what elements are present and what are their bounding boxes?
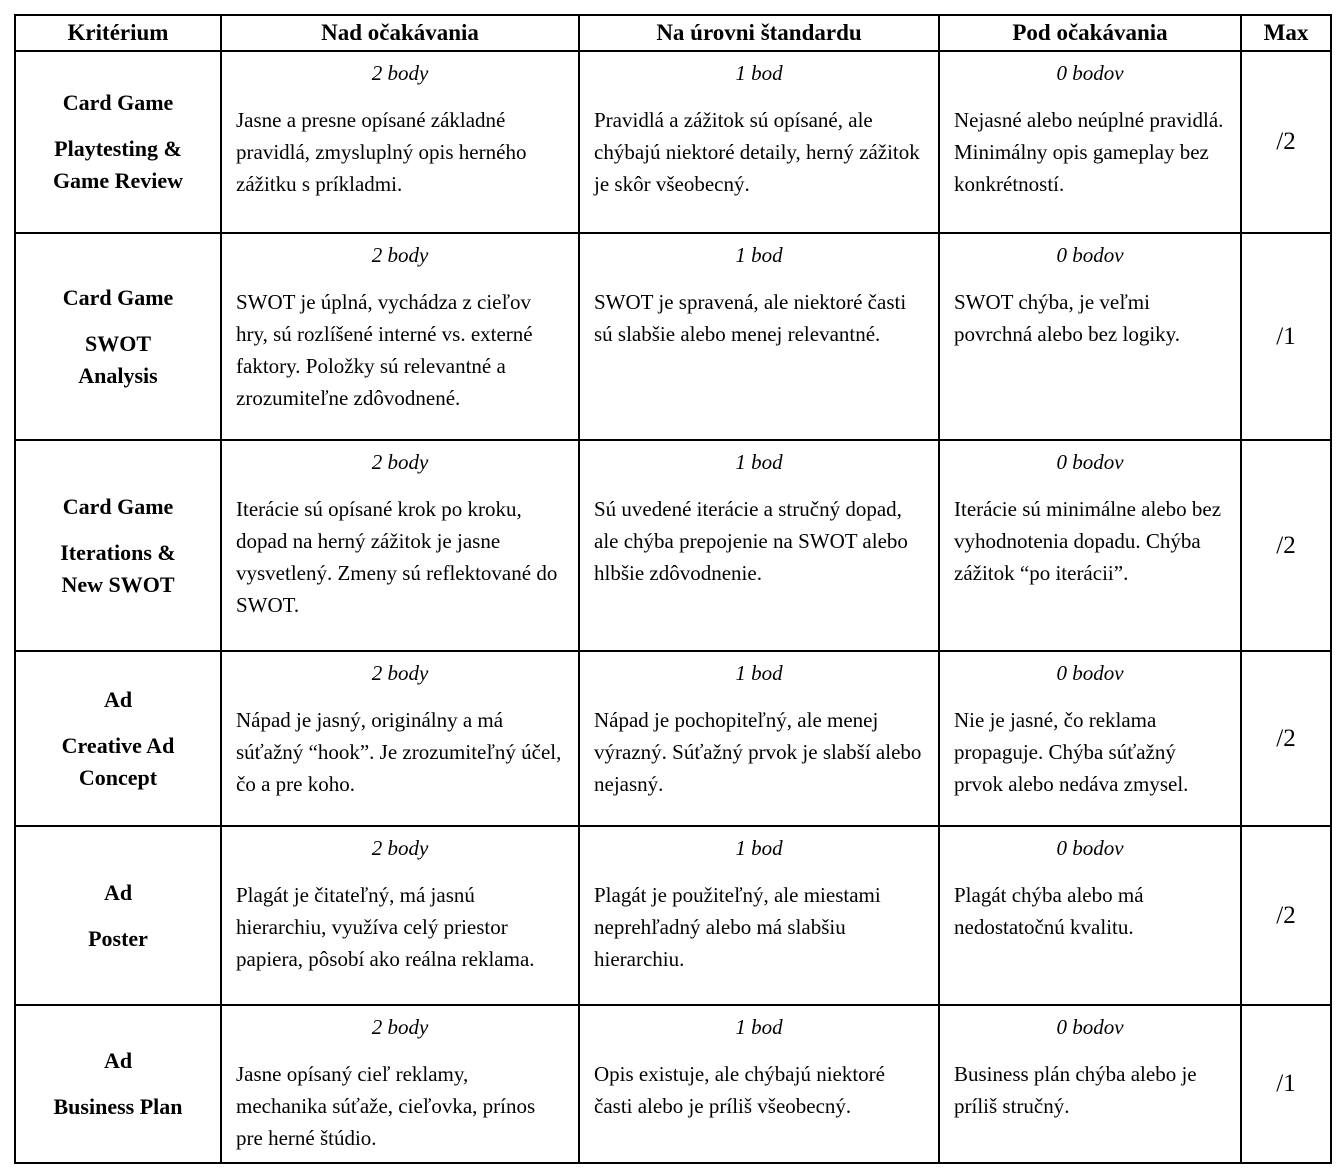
level-description: Jasne opísaný cieľ reklamy, mechanika súťaže, cieľovka, prínos pre herné štúdio. <box>236 1062 536 1150</box>
level-description: SWOT je spravená, ale niektoré časti sú slabšie alebo menej relevantné. <box>594 290 907 346</box>
points-label: 1 bod <box>735 61 783 85</box>
standard-level-cell <box>579 440 939 651</box>
rubric-body <box>15 51 1331 1163</box>
points-label: 0 bodov <box>1056 450 1124 474</box>
level-description: Nápad je pochopiteľný, ale menej výrazný. Súťažný prvok je slabší alebo nejasný. <box>594 708 922 796</box>
level-description: Sú uvedené iterácie a stručný dopad, ale chýba prepojenie na SWOT alebo hlbšie zdôvodnenie. <box>594 497 908 585</box>
standard-level-cell <box>579 651 939 826</box>
header-max: Max <box>1241 15 1331 51</box>
level-description: Nie je jasné, čo reklama propaguje. Chýba súťažný prvok alebo nedáva zmysel. <box>954 708 1189 796</box>
standard-level-cell <box>579 826 939 1005</box>
criterion-subtitle: SWOT Analysis <box>78 330 158 388</box>
above-expectations-cell <box>221 1005 579 1163</box>
level-description: Plagát chýba alebo má nedostatočnú kvalitu. <box>954 883 1144 939</box>
max-points-cell: /2 <box>1241 651 1331 826</box>
header-above-expectations: Nad očakávania <box>221 15 579 51</box>
points-label: 2 body <box>371 836 429 860</box>
table-row <box>15 1005 1331 1163</box>
criterion-cell <box>15 826 221 1005</box>
criterion-category: Card Game <box>62 493 174 519</box>
header-row <box>15 15 1331 51</box>
points-label: 0 bodov <box>1056 661 1124 685</box>
level-description: Nápad je jasný, originálny a má súťažný “hook”. Je zrozumiteľný účel, čo a pre koho. <box>236 708 562 796</box>
points-label: 1 bod <box>735 836 783 860</box>
table-row <box>15 651 1331 826</box>
criterion-cell <box>15 651 221 826</box>
criterion-subtitle: Business Plan <box>53 1094 183 1119</box>
max-points-cell: /2 <box>1241 440 1331 651</box>
criterion-subtitle: Iterations & New SWOT <box>60 539 176 597</box>
level-description: Iterácie sú opísané krok po kroku, dopad na herný zážitok je jasne vysvetlený. Zmeny sú reflektované do SWOT. <box>236 497 558 617</box>
grading-rubric-table <box>14 14 1332 1164</box>
level-description: Plagát je čitateľný, má jasnú hierarchiu, využíva celý priestor papiera, pôsobí ako reálna reklama. <box>236 883 535 971</box>
below-expectations-cell <box>939 233 1241 440</box>
below-expectations-cell <box>939 651 1241 826</box>
criterion-cell <box>15 1005 221 1163</box>
level-description: SWOT chýba, je veľmi povrchná alebo bez logiky. <box>954 290 1181 346</box>
level-description: Opis existuje, ale chýbajú niektoré časti alebo je príliš všeobecný. <box>594 1062 885 1118</box>
level-description: SWOT je úplná, vychádza z cieľov hry, sú rozlíšené interné vs. externé faktory. Položky sú relevantné a zrozumiteľne zdôvodnené. <box>236 290 533 410</box>
table-header <box>15 15 1331 51</box>
level-description: Pravidlá a zážitok sú opísané, ale chýbajú niektoré detaily, herný zážitok je skôr všeobecný. <box>594 108 920 196</box>
criterion-cell <box>15 440 221 651</box>
points-label: 2 body <box>371 61 429 85</box>
criterion-category: Card Game <box>62 90 174 115</box>
points-label: 0 bodov <box>1056 243 1124 267</box>
max-points-cell: /2 <box>1241 51 1331 233</box>
criterion-category: Ad <box>103 686 133 712</box>
points-label: 0 bodov <box>1056 1015 1124 1039</box>
above-expectations-cell <box>221 233 579 440</box>
below-expectations-cell <box>939 440 1241 651</box>
criterion-cell <box>15 51 221 233</box>
points-label: 0 bodov <box>1056 836 1124 860</box>
level-description: Jasne a presne opísané základné pravidlá, zmysluplný opis herného zážitku s príkladmi. <box>236 108 527 196</box>
criterion-subtitle: Playtesting & Game Review <box>52 136 184 193</box>
level-description: Nejasné alebo neúplné pravidlá. Minimálny opis gameplay bez konkrétností. <box>954 108 1224 196</box>
points-label: 2 body <box>371 1015 429 1039</box>
above-expectations-cell <box>221 651 579 826</box>
points-label: 0 bodov <box>1056 61 1124 85</box>
level-description: Iterácie sú minimálne alebo bez vyhodnotenia dopadu. Chýba zážitok “po iterácii”. <box>954 497 1222 585</box>
points-label: 1 bod <box>735 450 783 474</box>
criterion-category: Ad <box>103 1048 133 1073</box>
table-row <box>15 51 1331 233</box>
criterion-category: Ad <box>103 879 133 905</box>
points-label: 1 bod <box>735 243 783 267</box>
points-label: 2 body <box>371 243 429 267</box>
below-expectations-cell <box>939 1005 1241 1163</box>
points-label: 1 bod <box>735 1015 783 1039</box>
criterion-category: Card Game <box>62 284 174 310</box>
points-label: 2 body <box>371 450 429 474</box>
table-row <box>15 233 1331 440</box>
above-expectations-cell <box>221 51 579 233</box>
standard-level-cell <box>579 51 939 233</box>
table-row <box>15 440 1331 651</box>
level-description: Business plán chýba alebo je príliš stručný. <box>954 1062 1197 1118</box>
header-criterion: Kritérium <box>15 15 221 51</box>
header-standard-level: Na úrovni štandardu <box>579 15 939 51</box>
points-label: 2 body <box>371 661 429 685</box>
standard-level-cell <box>579 233 939 440</box>
max-points-cell: /1 <box>1241 233 1331 440</box>
max-points-cell: /1 <box>1241 1005 1331 1163</box>
above-expectations-cell <box>221 440 579 651</box>
table-row <box>15 826 1331 1005</box>
below-expectations-cell <box>939 51 1241 233</box>
criterion-cell <box>15 233 221 440</box>
level-description: Plagát je použiteľný, ale miestami neprehľadný alebo má slabšiu hierarchiu. <box>594 883 881 971</box>
standard-level-cell <box>579 1005 939 1163</box>
criterion-subtitle: Poster <box>88 925 148 951</box>
above-expectations-cell <box>221 826 579 1005</box>
max-points-cell: /2 <box>1241 826 1331 1005</box>
criterion-subtitle: Creative Ad Concept <box>61 732 175 790</box>
header-below-expectations: Pod očakávania <box>939 15 1241 51</box>
below-expectations-cell <box>939 826 1241 1005</box>
points-label: 1 bod <box>735 661 783 685</box>
